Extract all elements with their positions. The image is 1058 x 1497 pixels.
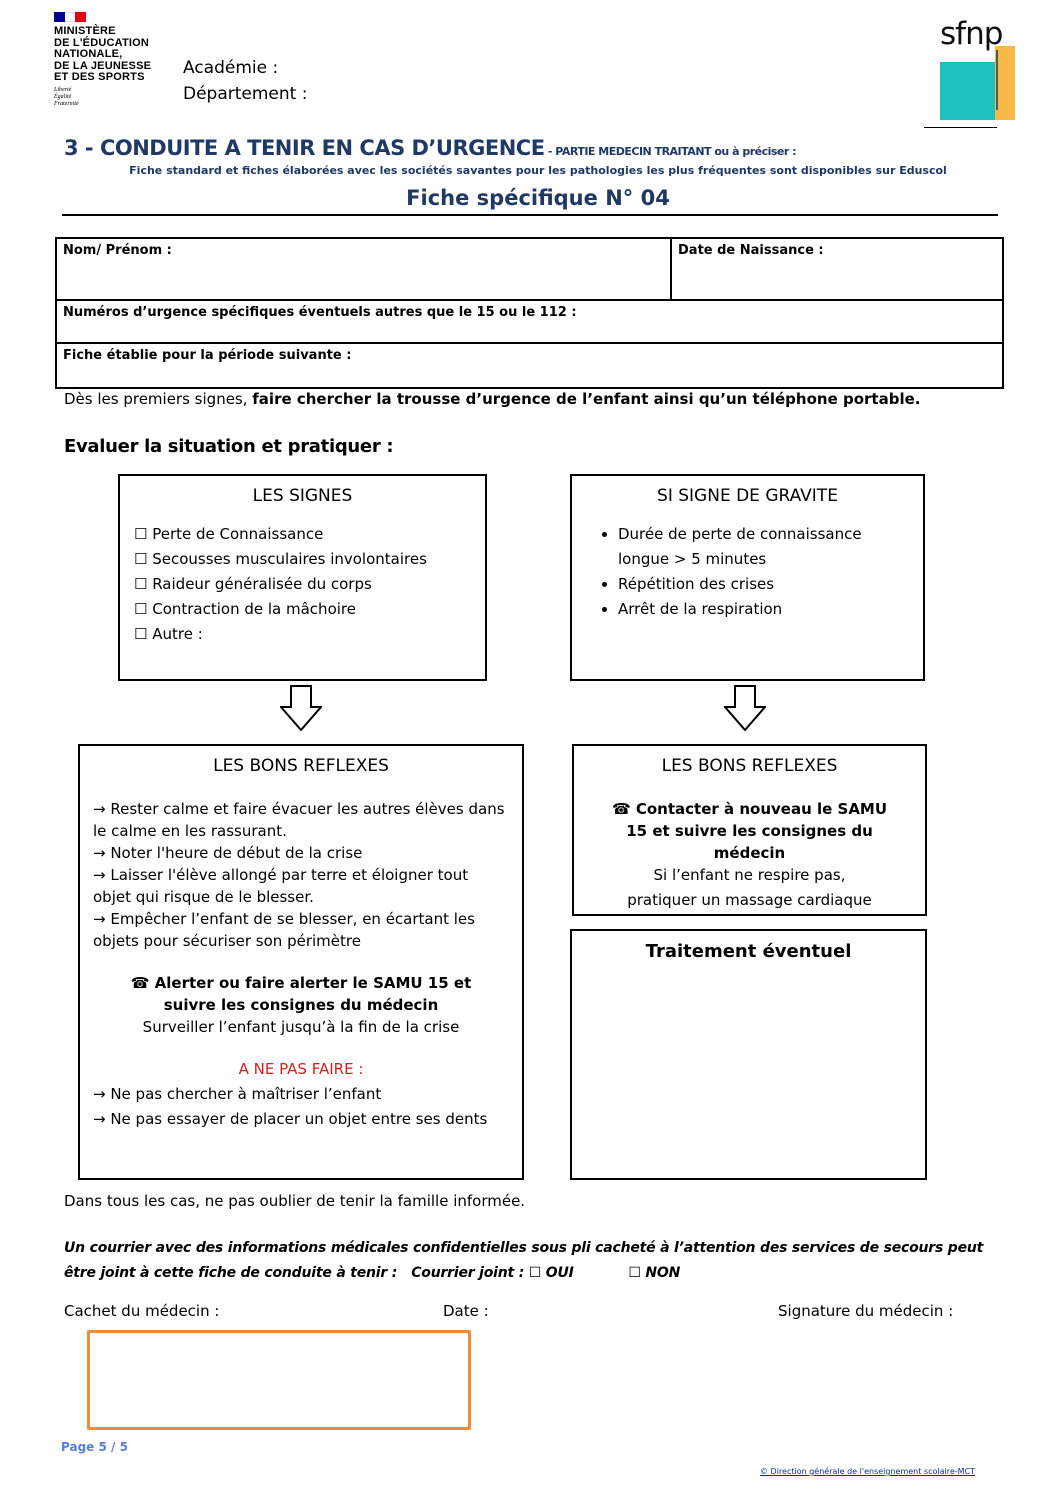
gravite-title: SI SIGNE DE GRAVITE (657, 486, 838, 506)
section-title-suffix: - PARTIE MEDECIN TRAITANT ou à préciser : (544, 145, 797, 158)
departement-label: Département : (183, 84, 308, 104)
ne-pas-faire-list (93, 1082, 509, 1132)
section-title (64, 136, 796, 160)
signe-item[interactable]: ☐ Autre : (134, 625, 203, 643)
contacter-samu-text: ☎ Contacter à nouveau le SAMU 15 et suivre les consignes du médecin (611, 800, 888, 862)
signature-label: Signature du médecin : (778, 1302, 954, 1320)
signe-item[interactable]: ☐ Secousses musculaires involontaires (134, 550, 427, 568)
page-number: Page 5 / 5 (61, 1440, 128, 1454)
logo-orange-block (995, 46, 1015, 120)
periode-field[interactable] (56, 343, 1003, 388)
reflexes-right-title: LES BONS REFLEXES (661, 756, 838, 776)
section-subtitle: Fiche standard et fiches élaborées avec les sociétés savantes pour les pathologies les plus fréquentes sont disponibles sur Eduscol (129, 164, 947, 177)
reflexes-left-box (78, 744, 524, 1180)
reflexes-left-list (93, 798, 509, 952)
date-naissance-field[interactable] (671, 238, 1003, 300)
signes-list (134, 522, 471, 647)
ministry-name: MINISTÈRE DE L'ÉDUCATION NATIONALE, DE LA JEUNESSE ET DES SPORTS (54, 25, 152, 83)
signe-item[interactable]: ☐ Raideur généralisée du corps (134, 575, 372, 593)
down-arrow-icon (724, 685, 766, 731)
ne-pas-faire-item: → Ne pas chercher à maîtriser l’enfant (93, 1085, 382, 1103)
alert-samu-text: ☎ Alerter ou faire alerter le SAMU 15 et suivre les consignes du médecin (130, 974, 472, 1014)
date-naissance-label: Date de Naissance : (678, 243, 824, 258)
logo-text: sfnp (940, 16, 1003, 52)
sfnp-logo (938, 14, 1018, 122)
traitement-box[interactable] (570, 929, 927, 1180)
courrier-non-checkbox[interactable]: ☐ NON (628, 1265, 681, 1281)
cachet-stamp-field[interactable] (87, 1330, 471, 1430)
section-title-main: 3 - CONDUITE A TENIR EN CAS D’URGENCE (64, 136, 545, 160)
academie-label: Académie : (183, 58, 279, 78)
title-rule (62, 214, 998, 216)
cachet-label: Cachet du médecin : (64, 1302, 220, 1320)
fiche-title: Fiche spécifique N° 04 (406, 186, 670, 210)
header-rule (924, 127, 997, 128)
courrier-oui-checkbox[interactable]: Courrier joint : ☐ OUI (411, 1265, 574, 1281)
reflex-item: → Laisser l'élève allongé par terre et éloigner tout objet qui risque de le blesser. (93, 866, 469, 906)
evaluer-heading: Evaluer la situation et pratiquer : (64, 436, 394, 457)
republic-motto: Liberté Égalité Fraternité (54, 86, 79, 107)
famille-note: Dans tous les cas, ne pas oublier de tenir la famille informée. (64, 1192, 526, 1210)
premiers-signes-instruction (64, 390, 920, 408)
premiers-signes-bold: faire chercher la trousse d’urgence de l’enfant ainsi qu’un téléphone portable. (252, 390, 921, 408)
signe-item[interactable]: ☐ Contraction de la mâchoire (134, 600, 356, 618)
reflex-item: → Rester calme et faire évacuer les autres élèves dans le calme en les rassurant. (93, 800, 505, 840)
date-label: Date : (443, 1302, 489, 1320)
down-arrow-icon (280, 685, 322, 731)
reflex-item: → Noter l'heure de début de la crise (93, 844, 363, 862)
nom-prenom-label: Nom/ Prénom : (63, 243, 172, 258)
signes-title: LES SIGNES (252, 486, 353, 506)
urgence-numbers-field[interactable] (56, 300, 1003, 343)
reflex-item: → Empêcher l’enfant de se blesser, en écartant les objets pour sécuriser son périmètre (93, 910, 475, 950)
gravite-list (586, 522, 909, 622)
periode-label: Fiche établie pour la période suivante : (63, 348, 352, 363)
patient-form (55, 237, 1004, 389)
footer-credit-link[interactable]: © Direction générale de l'enseignement scolaire-MCT (760, 1467, 976, 1476)
gravite-item: • Répétition des crises (618, 572, 909, 597)
urgence-numbers-label: Numéros d’urgence spécifiques éventuels autres que le 15 ou le 112 : (63, 305, 577, 320)
signe-item[interactable]: ☐ Perte de Connaissance (134, 525, 324, 543)
gravite-box (570, 474, 925, 681)
signes-box (118, 474, 487, 681)
ministry-logo (54, 12, 174, 108)
academie-departement (183, 55, 307, 107)
logo-divider (996, 50, 998, 110)
reflexes-right-box (572, 744, 927, 916)
gravite-item: • Durée de perte de connaissance longue > 5 minutes (618, 522, 908, 572)
traitement-title: Traitement éventuel (645, 941, 852, 962)
courrier-text: Un courrier avec des informations médicales confidentielles sous pli cacheté à l’attention des services de secours peut être joint à cette fiche de conduite à tenir : (64, 1240, 984, 1281)
gravite-item: • Arrêt de la respiration (618, 597, 909, 622)
reflexes-left-title: LES BONS REFLEXES (213, 756, 389, 776)
premiers-signes-prefix: Dès les premiers signes, (64, 390, 253, 408)
logo-teal-block (940, 62, 996, 120)
french-flag-icon (54, 12, 86, 22)
ne-pas-faire-title: A NE PAS FAIRE : (238, 1060, 364, 1078)
courrier-note (64, 1236, 1004, 1286)
surveiller-text: Surveiller l’enfant jusqu’à la fin de la crise (142, 1018, 460, 1036)
respire-pas-text: Si l’enfant ne respire pas, (653, 866, 846, 884)
ne-pas-faire-item: → Ne pas essayer de placer un objet entre ses dents (93, 1110, 488, 1128)
massage-text: pratiquer un massage cardiaque (627, 891, 872, 909)
nom-prenom-field[interactable] (56, 238, 671, 300)
